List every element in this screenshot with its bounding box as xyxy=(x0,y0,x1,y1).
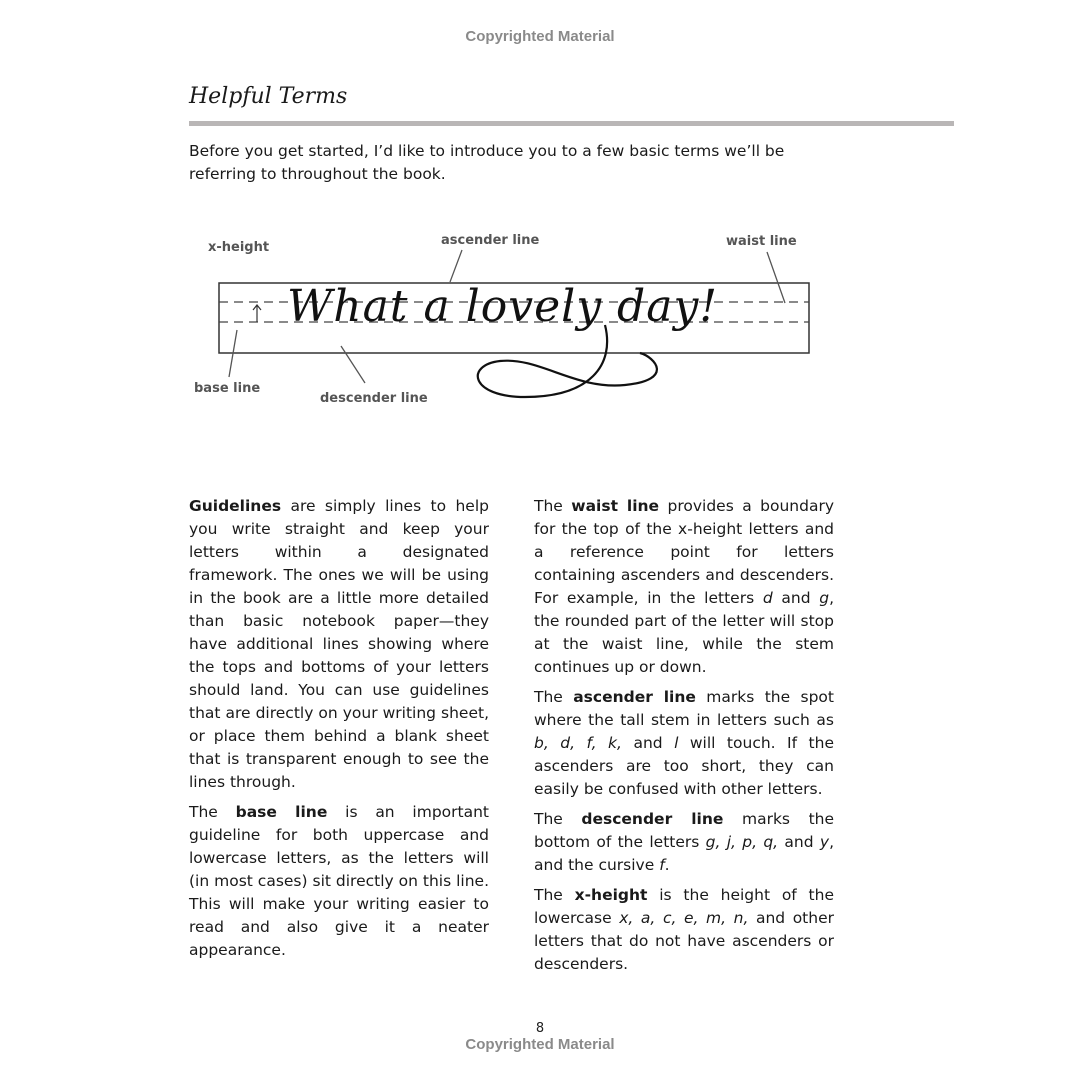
label-ascender-line: ascender line xyxy=(441,233,540,248)
script-flourish xyxy=(478,325,657,397)
intro-paragraph: Before you get started, I’d like to introduce you to a few basic terms we’ll be referring to throughout the book. xyxy=(189,142,785,183)
label-x-height: x-height xyxy=(208,240,270,255)
term-waist-line: waist line xyxy=(571,497,660,515)
x-height-paragraph: The x-height is the height of the lowercase x, a, c, e, m, n, and other letters that do not have ascenders or descenders. xyxy=(534,886,834,973)
copyright-watermark-bottom: Copyrighted Material xyxy=(465,1036,615,1053)
term-base-line: base line xyxy=(235,803,328,821)
right-column xyxy=(534,495,834,983)
term-guidelines: Guidelines xyxy=(189,497,282,515)
section-heading: Helpful Terms xyxy=(189,84,348,109)
guidelines-diagram xyxy=(185,225,825,425)
label-descender-line: descender line xyxy=(320,391,428,406)
base-line-paragraph: The base line is an important guideline for both uppercase and lowercase letters, as the letters will (in most cases) sit directly on this line. This will make your writing easier to read and also give it a neater appearance. xyxy=(189,803,489,959)
left-column xyxy=(189,495,489,969)
guidelines-paragraph: Guidelines are simply lines to help you write straight and keep your letters within a designated framework. The ones we will be using in the book are a little more detailed than basic notebook paper—they have additional lines showing where the tops and bottoms of your letters should land. You can use guidelines that are directly on your writing sheet, or place them behind a blank sheet that is transparent enough to see the lines through. xyxy=(189,497,489,791)
script-lettering: What a lovely day! xyxy=(287,281,718,332)
descender-pointer xyxy=(341,346,365,383)
page-number: 8 xyxy=(535,1021,545,1036)
ascender-line-paragraph: The ascender line marks the spot where the tall stem in letters such as b, d, f, k, and l will touch. If the ascenders are too short, they can easily be confused with other letters. xyxy=(534,688,834,798)
term-ascender-line: ascender line xyxy=(573,688,696,706)
waist-line-paragraph: The waist line provides a boundary for the top of the x-height letters and a reference point for letters containing ascenders and descenders. For example, in the letters d and g, the rounded part of the letter will stop at the waist line, while the stem continues up or down. xyxy=(534,497,835,676)
descender-line-paragraph: The descender line marks the bottom of the letters g, j, p, q, and y, and the cursive f. xyxy=(534,810,834,874)
term-descender-line: descender line xyxy=(581,810,724,828)
label-base-line: base line xyxy=(194,381,261,396)
heading-rule xyxy=(189,121,954,126)
label-waist-line: waist line xyxy=(726,234,797,249)
waist-pointer xyxy=(767,252,785,303)
term-x-height: x-height xyxy=(574,886,648,904)
copyright-watermark-top: Copyrighted Material xyxy=(465,28,615,45)
ascender-pointer xyxy=(450,250,462,282)
